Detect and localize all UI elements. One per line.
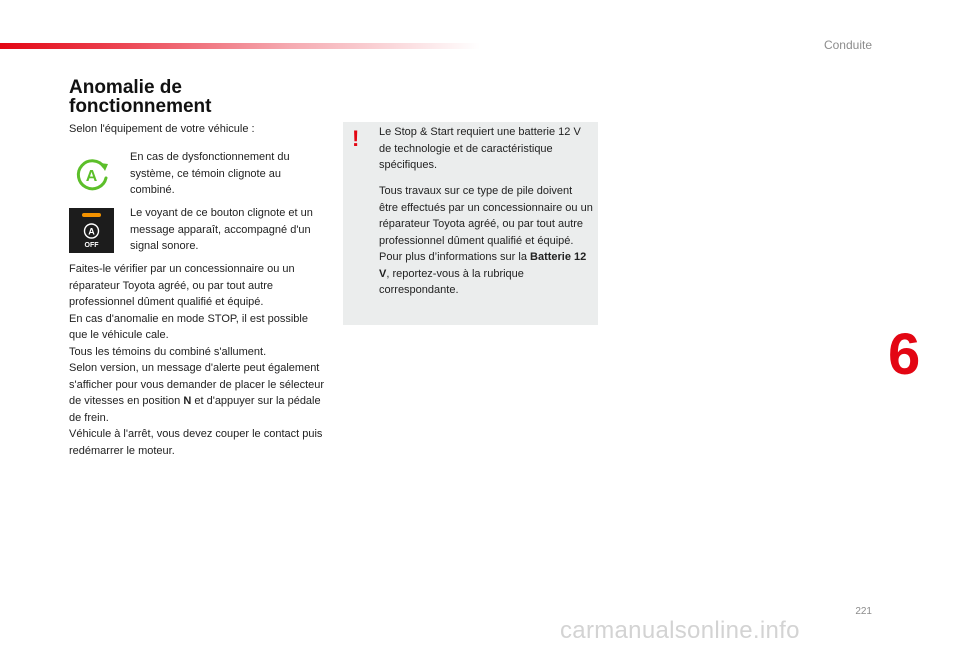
body-paragraph: Véhicule à l'arrêt, vous devez couper le contact puis redémarrer le moteur. — [69, 428, 323, 457]
warning-exclamation-icon: ! — [352, 126, 360, 151]
off-icon-label: OFF — [84, 242, 99, 249]
intro-text: Selon l'équipement de votre véhicule : — [69, 123, 255, 135]
header-accent-bar — [0, 43, 480, 49]
page-title — [69, 78, 212, 116]
warning-paragraph-service: Tous travaux sur ce type de pile doivent être effectués par un concessionnaire ou un réparateur Toyota agréé, ou par tout autre professionnel dûment qualifié et équipé. Pour plus d’informations sur la Batterie 12 V, reportez-vous à la rubrique correspondante. — [379, 185, 593, 296]
page-title-line-1: Anomalie de — [69, 77, 182, 98]
gear-position-n: N — [183, 395, 192, 407]
page-number: 221 — [855, 606, 872, 617]
section-label: Conduite — [823, 38, 872, 52]
svg-text:A: A — [85, 168, 98, 185]
chapter-number: 6 — [888, 322, 921, 387]
watermark: carmanualsonline.info — [560, 617, 800, 644]
body-paragraph: En cas d'anomalie en mode STOP, il est possible que le véhicule cale. — [69, 312, 308, 341]
stop-start-a-icon — [69, 152, 114, 197]
item-warning-light-text: En cas de dysfonctionnement du système, ce témoin clignote au combiné. — [130, 151, 290, 196]
body-text — [69, 261, 325, 459]
stop-start-off-button-icon — [69, 208, 114, 253]
battery-reference: Batterie 12 V — [379, 251, 587, 280]
body-paragraph: Tous les témoins du combiné s'allument. — [69, 345, 267, 358]
svg-text:A: A — [88, 226, 95, 237]
body-paragraph: Faites-le vérifier par un concessionnaire ou un réparateur Toyota agréé, ou par tout autre professionnel dûment qualifié et équipé. — [69, 263, 295, 308]
item-button-light-text: Le voyant de ce bouton clignote et un message apparaît, accompagné d'un signal sonore. — [130, 207, 313, 252]
warning-paragraph-battery: Le Stop & Start requiert une batterie 12 V de technologie et de caractéristique spécifiques. — [379, 126, 581, 171]
page-title-line-2: fonctionnement — [69, 96, 212, 117]
body-paragraph: Selon version, un message d'alerte peut également s'afficher pour vous demander de placer le sélecteur de vitesses en position N et d'appuyer sur la pédale de frein. — [69, 362, 325, 424]
